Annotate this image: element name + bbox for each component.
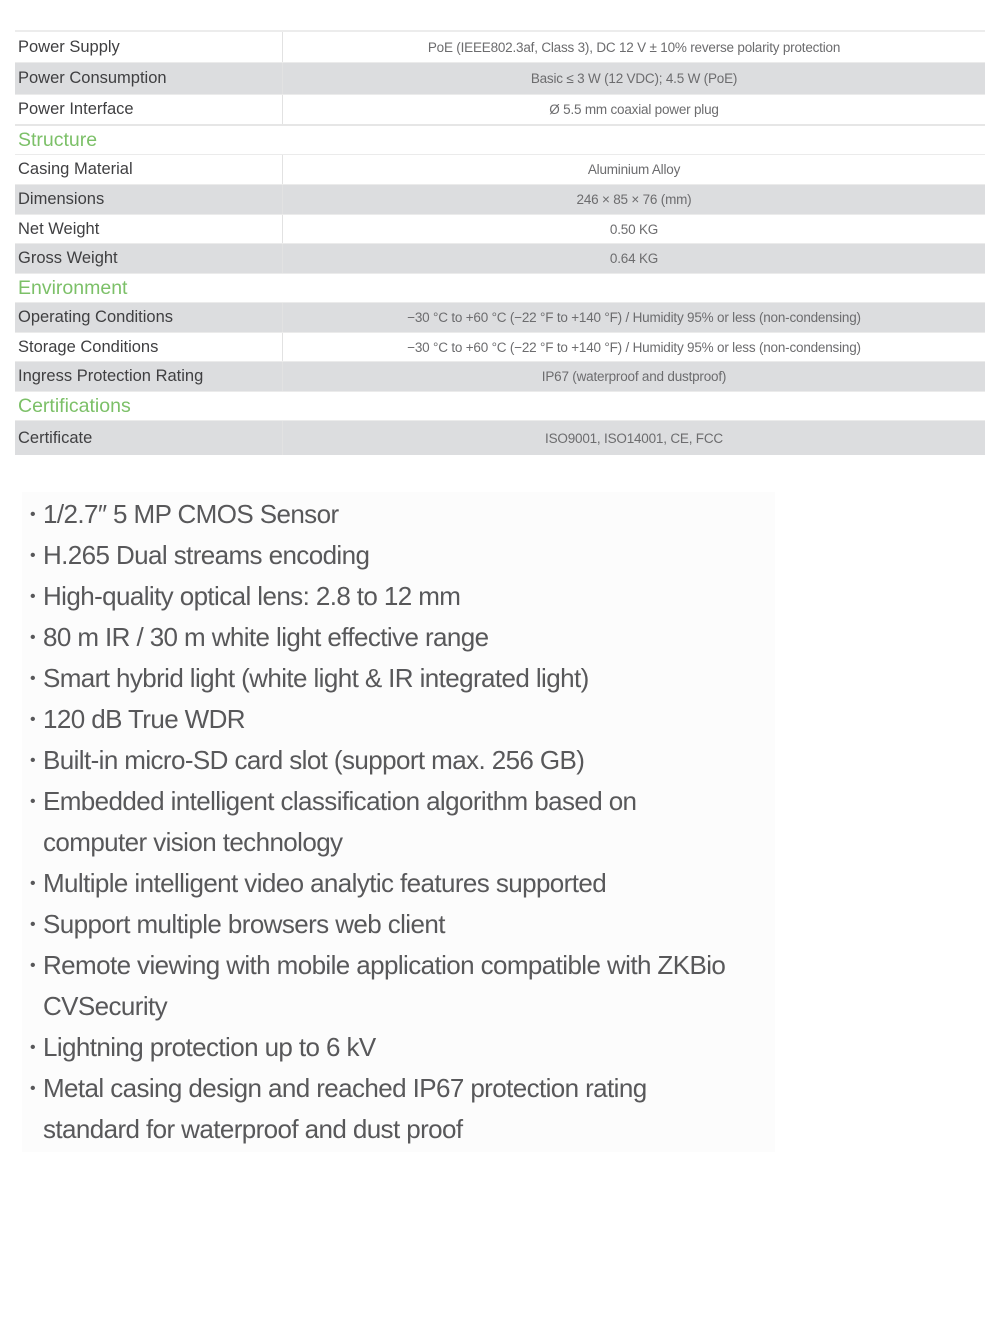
spec-label: Operating Conditions: [15, 303, 283, 332]
spec-value: Basic ≤ 3 W (12 VDC); 4.5 W (PoE): [530, 71, 738, 86]
spec-label: Power Supply: [15, 32, 283, 62]
feature-item: [22, 945, 775, 1027]
bullet-icon: •: [30, 711, 36, 728]
bullet-icon: •: [30, 506, 36, 523]
feature-line: [22, 781, 775, 822]
bullet-icon: •: [30, 752, 36, 769]
bullet-icon: •: [30, 793, 36, 810]
feature-line: [22, 1068, 775, 1109]
feature-text: 1/2.7″ 5 MP CMOS Sensor: [43, 499, 339, 529]
spec-label: Dimensions: [15, 185, 283, 214]
feature-line: [22, 658, 775, 699]
feature-text: 120 dB True WDR: [43, 704, 245, 734]
spec-label: Power Interface: [15, 95, 283, 124]
spec-group-environment: [15, 274, 985, 392]
feature-line-continuation: [22, 986, 775, 1027]
spec-row-power-interface: [15, 95, 985, 126]
spec-label: Casing Material: [15, 155, 283, 184]
feature-item: [22, 1068, 775, 1150]
spec-group-certifications: [15, 392, 985, 455]
feature-item: [22, 863, 775, 904]
spec-group-power: [15, 32, 985, 126]
spec-value: 246 × 85 × 76 (mm): [576, 192, 692, 207]
feature-line-continuation: [22, 1109, 775, 1150]
feature-item: [22, 535, 775, 576]
feature-line: [22, 699, 775, 740]
bullet-icon: •: [30, 1080, 36, 1097]
spec-value: ISO9001, ISO14001, CE, FCC: [545, 430, 723, 446]
feature-line: [22, 740, 775, 781]
feature-text: Embedded intelligent classification algorithm based on: [43, 786, 637, 816]
spec-row-operating-conditions: [15, 303, 985, 333]
feature-text: Remote viewing with mobile application compatible with ZKBio: [43, 950, 726, 980]
feature-line: [22, 904, 775, 945]
bullet-icon: •: [30, 588, 36, 605]
section-heading-certifications: Certifications: [15, 392, 985, 421]
bullet-icon: •: [30, 1039, 36, 1056]
spec-value: 0.50 KG: [609, 221, 659, 237]
feature-text: computer vision technology: [43, 827, 343, 857]
spec-row-casing-material: [15, 155, 985, 185]
feature-text: Built-in micro-SD card slot (support max. 256 GB): [43, 745, 585, 775]
feature-item: [22, 1027, 775, 1068]
feature-item: [22, 740, 775, 781]
bullet-icon: •: [30, 547, 36, 564]
feature-item: [22, 699, 775, 740]
spec-row-certificate: [15, 421, 985, 455]
feature-text: standard for waterproof and dust proof: [43, 1114, 463, 1144]
feature-line: [22, 617, 775, 658]
spec-value: −30 °C to +60 °C (−22 °F to +140 °F) / Humidity 95% or less (non-condensing): [407, 339, 861, 355]
feature-item: [22, 781, 775, 863]
spec-value: IP67 (waterproof and dustproof): [541, 369, 727, 384]
spec-label: Gross Weight: [15, 244, 283, 273]
feature-item: [22, 658, 775, 699]
feature-line: [22, 576, 775, 617]
spec-row-gross-weight: [15, 244, 985, 274]
feature-line-continuation: [22, 822, 775, 863]
spec-label: Storage Conditions: [15, 333, 283, 361]
feature-line: [22, 494, 775, 535]
section-heading-environment: Environment: [15, 274, 985, 303]
bullet-icon: •: [30, 916, 36, 933]
feature-text: Lightning protection up to 6 kV: [43, 1032, 376, 1062]
spec-label: Certificate: [15, 421, 283, 455]
feature-text: 80 m IR / 30 m white light effective range: [43, 622, 489, 652]
spec-row-storage-conditions: [15, 333, 985, 362]
spec-row-ingress-protection: [15, 362, 985, 392]
spec-row-net-weight: [15, 215, 985, 244]
spec-row-dimensions: [15, 185, 985, 215]
feature-item: [22, 494, 775, 535]
feature-line: [22, 535, 775, 576]
spec-label: Ingress Protection Rating: [15, 362, 283, 391]
spec-value: −30 °C to +60 °C (−22 °F to +140 °F) / Humidity 95% or less (non-condensing): [407, 310, 861, 325]
bullet-icon: •: [30, 957, 36, 974]
feature-line: [22, 945, 775, 986]
spec-value: Ø 5.5 mm coaxial power plug: [549, 102, 719, 117]
bullet-icon: •: [30, 629, 36, 646]
spec-row-power-supply: [15, 32, 985, 63]
spec-value: PoE (IEEE802.3af, Class 3), DC 12 V ± 10% reverse polarity protection: [427, 39, 841, 55]
feature-item: [22, 576, 775, 617]
spec-row-power-consumption: [15, 63, 985, 95]
feature-text: Smart hybrid light (white light & IR integrated light): [43, 663, 589, 693]
spec-label: Net Weight: [15, 215, 283, 243]
feature-text: High-quality optical lens: 2.8 to 12 mm: [43, 581, 461, 611]
spec-value: Aluminium Alloy: [587, 162, 681, 177]
spec-group-structure: [15, 126, 985, 274]
features-list: [22, 492, 775, 1152]
section-heading-structure: Structure: [15, 126, 985, 155]
bullet-icon: •: [30, 875, 36, 892]
feature-item: [22, 617, 775, 658]
bullet-icon: •: [30, 670, 36, 687]
feature-line: [22, 1027, 775, 1068]
feature-line: [22, 863, 775, 904]
spec-value: 0.64 KG: [609, 251, 659, 266]
feature-item: [22, 904, 775, 945]
specifications-table: [15, 30, 985, 455]
feature-text: CVSecurity: [43, 991, 168, 1021]
feature-text: Metal casing design and reached IP67 protection rating: [43, 1073, 647, 1103]
feature-text: Multiple intelligent video analytic features supported: [43, 868, 607, 898]
spec-label: Power Consumption: [15, 63, 283, 94]
feature-text: Support multiple browsers web client: [43, 909, 445, 939]
feature-text: H.265 Dual streams encoding: [43, 540, 370, 570]
